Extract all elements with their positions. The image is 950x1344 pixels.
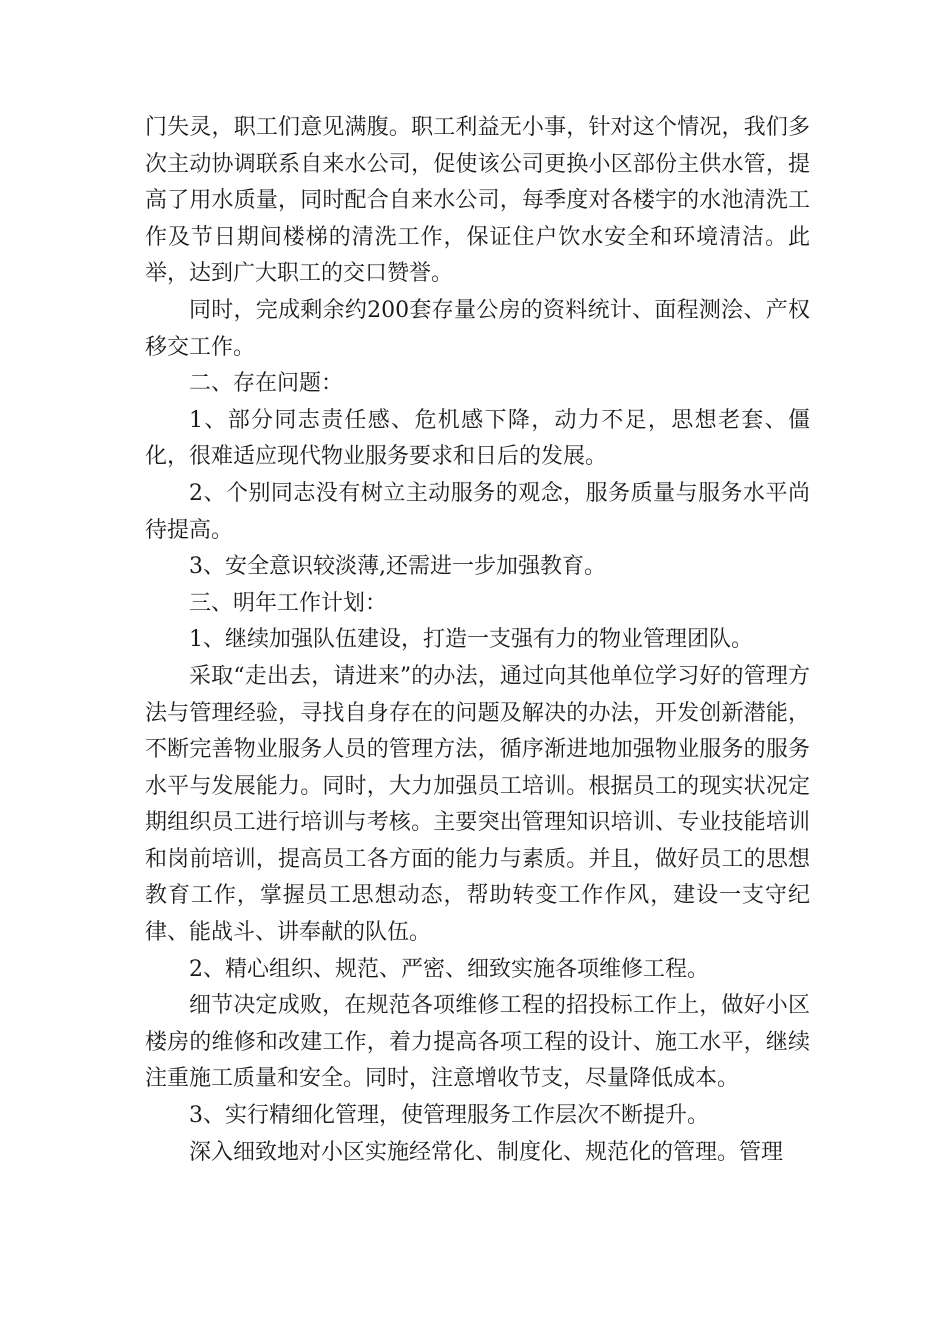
heading-next-year-plan: 三、明年工作计划： [189, 590, 388, 616]
paragraph-plan-3-detail: 深入细致地对小区实施经常化、制度化、规范化的管理。管理 [189, 1139, 784, 1165]
paragraph-problem-1: 1、部分同志责任感、危机感下降，动力不足，思想老套、僵化，很难适应现代物业服务要求和日后的发展。 [145, 407, 810, 470]
paragraph-problem-2: 2、个别同志没有树立主动服务的观念，服务质量与服务水平尚待提高。 [145, 480, 810, 543]
paragraph-plan-3: 3、实行精细化管理，使管理服务工作层次不断提升。 [189, 1103, 709, 1129]
paragraph-plan-1: 1、继续加强队伍建设，打造一支强有力的物业管理团队。 [189, 627, 753, 653]
document-body [145, 110, 810, 1171]
heading-existing-problems: 二、存在问题： [189, 371, 344, 397]
paragraph-public-housing: 同时，完成剩余约200套存量公房的资料统计、面程测浍、产权移交工作。 [145, 297, 810, 360]
paragraph-plan-1-detail: 采取“走出去，请进来”的办法，通过向其他单位学习好的管理方法与管理经验，寻找自身存在的问题及解决的办法，开发创新潜能，不断完善物业服务人员的管理方法，循序渐进地加强物业服务的服务水平与发展能力。同时，大力加强员工培训。根据员工的现实状况定期组织员工进行培训与考核。主要突出管理知识培训、专业技能培训和岗前培训，提高员工各方面的能力与素质。并且，做好员工的思想教育工作，掌握员工思想动态，帮助转变工作作风，建设一支守纪律、能战斗、讲奉献的队伍。 [145, 663, 810, 946]
paragraph-plan-2: 2、精心组织、规范、严密、细致实施各项维修工程。 [189, 956, 709, 982]
paragraph-problem-3: 3、安全意识较淡薄,还需进一步加强教育。 [189, 554, 606, 580]
paragraph-water-supply: 门失灵，职工们意见满腹。职工利益无小事，针对这个情况，我们多次主动协调联系自来水公司，促使该公司更换小区部份主供水管，提高了用水质量，同时配合自来水公司，每季度对各楼宇的水池清洗工作及节日期间楼梯的清洗工作，保证住户饮水安全和环境清洁。此举，达到广大职工的交口赞誉。 [145, 115, 810, 287]
paragraph-plan-2-detail: 细节决定成败，在规范各项维修工程的招投标工作上，做好小区楼房的维修和改建工作，着力提高各项工程的设计、施工水平，继续注重施工质量和安全。同时，注意增收节支，尽量降低成本。 [145, 993, 810, 1092]
